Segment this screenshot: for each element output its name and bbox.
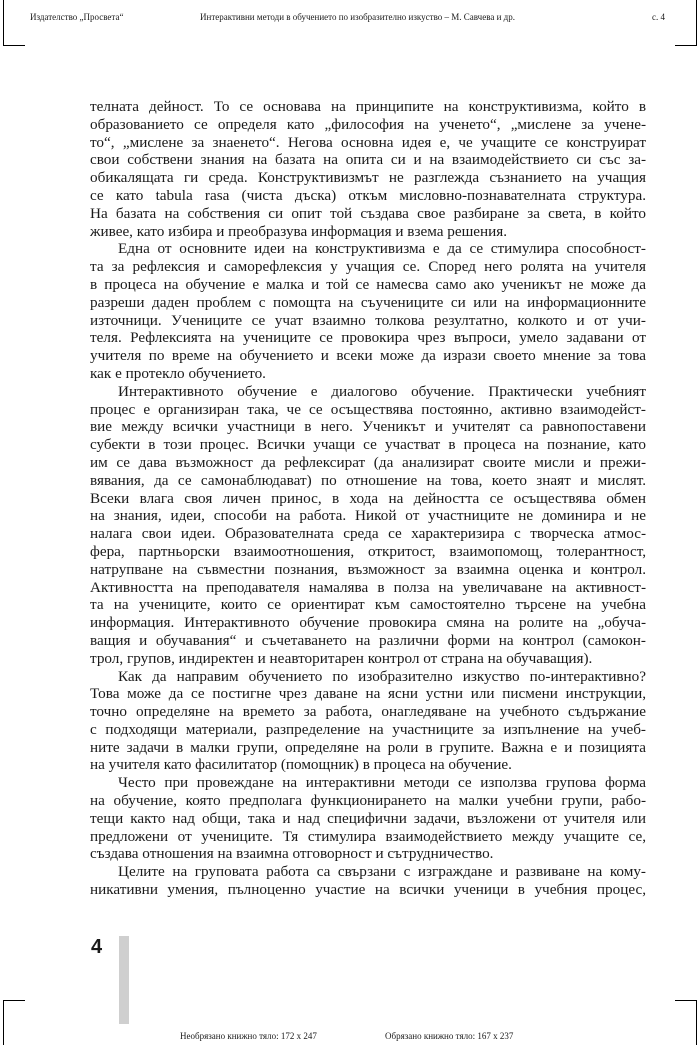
page-number: 4 — [91, 936, 103, 958]
text-line: налага свои идеи. Образователната среда се характеризира с творческа атмос- — [90, 525, 646, 543]
text-line: та на учениците, които се ориентират към самостоятелно търсене на учебна — [90, 596, 646, 614]
crop-mark-top-left-vertical — [3, 0, 4, 46]
text-line: в процеса на обучение е малка и той се намесва само ако ученикът не може да — [90, 275, 646, 293]
text-line: свои собствени знания на базата на опита си и на взаимодействието си със за- — [90, 151, 646, 169]
body-text — [90, 98, 646, 899]
text-line: учителя по време на обучението и всеки може да изрази своето мнение за това — [90, 347, 646, 365]
text-line: Често при провеждане на интерактивни методи се използва групова форма — [118, 774, 646, 792]
text-line: телната дейност. То се основава на принципите на конструктивизма, който в — [90, 98, 646, 115]
text-line: Интерактивното обучение е диалогово обучение. Практически учебният — [118, 382, 646, 400]
text-line: трол, групов, индиректен и неавторитарен контрол от страна на обучаващия). — [90, 649, 593, 667]
paragraph — [90, 863, 646, 899]
text-line: субекти в този процес. Всички учащи се участват в процеса на познание, като — [90, 436, 646, 454]
text-line: живее, като избира и преобразува информация и взема решения. — [90, 222, 508, 240]
text-line: та за рефлексия и саморефлексия у учащия се. Според него ролята на учителя — [90, 258, 646, 276]
text-line: Една от основните идеи на конструктивизма е да се стимулира способност- — [118, 240, 646, 258]
text-line: им се дава възможност да рефлексират (да анализират своите мисли и прежи- — [90, 453, 646, 471]
footer — [0, 1029, 700, 1043]
paragraph — [90, 98, 646, 240]
text-line: образованието се определя като „философия на ученето“, „мислене за учене- — [90, 115, 646, 133]
text-line: Как да направим обучението по изобразително изкуство по-интерактивно? — [118, 667, 646, 685]
text-line: източници. Учениците се учат взаимно толкова резултатно, колкото и от учи- — [90, 311, 646, 329]
header-publisher: Издателство „Просвета“ — [30, 12, 124, 22]
crop-mark-top-right-horizontal — [675, 45, 697, 46]
text-line: точно определяне на времето за работа, онагледяване на учебното съдържание — [90, 703, 646, 721]
text-line: Целите на груповата работа са свързани с изграждане и развиване на кому- — [118, 863, 646, 881]
text-line: Това може да се постигне чрез даване на ясни устни или писмени инструкции, — [90, 685, 646, 703]
text-line: фера, партньорски взаимоотношения, откритост, взаимопомощ, толерантност, — [90, 542, 646, 560]
header-page-ref: с. 4 — [652, 12, 665, 22]
paragraph — [90, 774, 646, 863]
text-line: Активността на преподавателя намалява в полза на увеличаване на активност- — [90, 578, 646, 596]
text-line: теля. Рефлексията на учениците се провокира чрез въпроси, умело задавани от — [90, 329, 646, 347]
header-title: Интерактивни методи в обучението по изобразително изкуство – М. Савчева и др. — [200, 12, 515, 22]
text-line: ните задачи в малки групи, определяне на роли в групите. Важна е и позицията — [90, 738, 646, 756]
text-line: на обучение, която предполага функционирането на малки учебни групи, рабо- — [90, 792, 646, 810]
crop-mark-bottom-left-horizontal — [3, 1000, 25, 1001]
text-line: информация. Интерактивното обучение провокира смяна на ролите на „обуча- — [90, 614, 646, 632]
text-line: процес е организиран така, че се осъществява постоянно, активно взаимодейст- — [90, 400, 646, 418]
text-line: с подходящи материали, разпределение на участниците за изпълнение на учеб- — [90, 720, 646, 738]
page-margin-bar — [119, 936, 129, 1024]
text-line: обикалящата ги среда. Конструктивизмът не разглежда съзнанието на учащия — [90, 169, 646, 187]
paragraph — [90, 668, 646, 775]
text-line: натрупване на съвместни познания, възможност за взаимна оценка и контрол. — [90, 560, 646, 578]
text-line: на учителя като фасилитатор (помощник) в процеса на обучение. — [90, 756, 512, 774]
paragraph — [90, 383, 646, 668]
crop-mark-top-right-vertical — [696, 0, 697, 46]
text-line: вявания, да се самонаблюдават) по отношение на това, което знаят и мислят. — [90, 471, 646, 489]
text-line: се като tabula rasa (чиста дъска) откъм мисловно-познавателната структура. — [90, 186, 646, 204]
footer-cut-size: Обрязано книжно тяло: 167 x 237 — [385, 1031, 514, 1041]
paragraph — [90, 240, 646, 382]
text-line: На базата на собствения си опит той създава свое разбиране за света, в който — [90, 204, 646, 222]
text-line: предложени от учениците. Тя стимулира взаимодействието между учащите се, — [90, 827, 646, 845]
text-line: ващия и обучавания“ и съчетаването на различни форми на контрол (самокон- — [90, 631, 646, 649]
text-line: създава отношения на взаимна отговорност и сътрудничество. — [90, 845, 494, 863]
text-line: как е протекло обучението. — [90, 364, 266, 382]
text-line: то“, „мислене за знаенето“. Негова основна идея е, че учащите се конструират — [90, 133, 646, 151]
text-line: вие между всички участници в него. Ученикът и учителят са равнопоставени — [90, 418, 646, 436]
text-line: Всеки влага своя личен принос, в хода на дейността се осъществява обмен — [90, 489, 646, 507]
footer-uncut-size: Необрязано книжно тяло: 172 x 247 — [180, 1031, 317, 1041]
crop-mark-top-left-horizontal — [3, 45, 25, 46]
text-line: разреши даден проблем с помощта на съучениците си или на информационните — [90, 293, 646, 311]
text-line: никативни умения, пълноценно участие на всички ученици в учебния процес, — [90, 881, 646, 899]
crop-mark-bottom-right-horizontal — [675, 1000, 697, 1001]
text-line: тещи както над общи, така и над специфични задачи, възложени от учителя или — [90, 809, 646, 827]
text-line: на знания, идеи, способи на работа. Никой от участниците не доминира и не — [90, 507, 646, 525]
running-header — [20, 10, 688, 24]
